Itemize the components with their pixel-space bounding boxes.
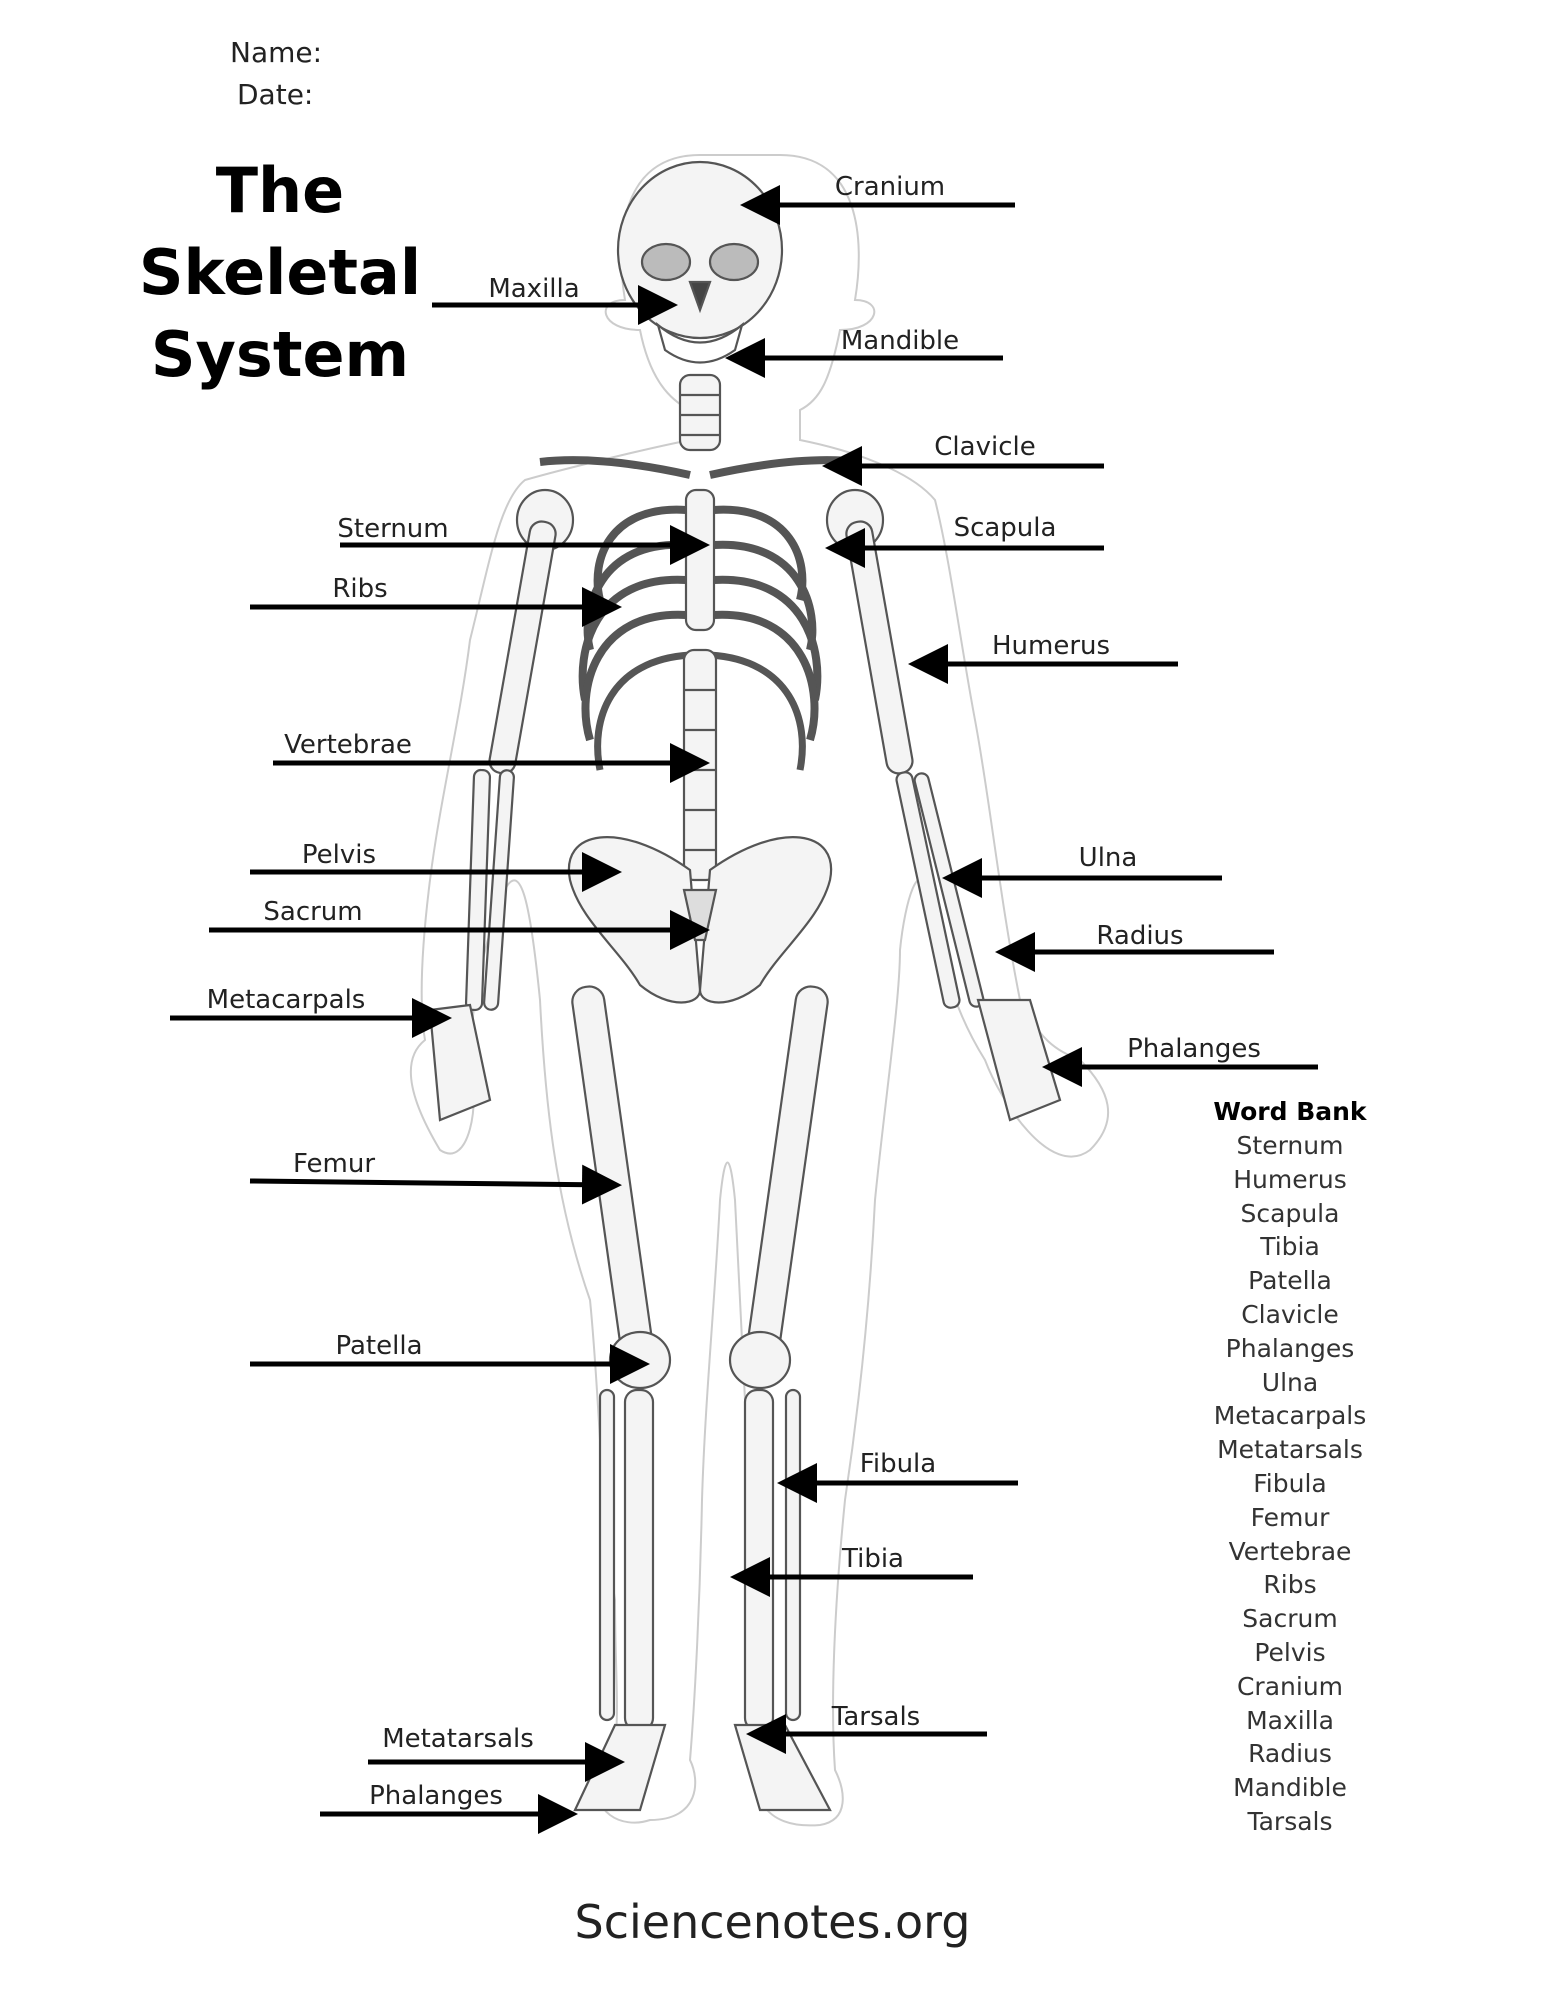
word-bank-item: Vertebrae [1228,1536,1352,1566]
word-bank-item: Maxilla [1246,1705,1334,1735]
word-bank-item: Patella [1248,1266,1332,1296]
label-maxilla: Maxilla [488,274,580,304]
label-radius: Radius [1096,921,1184,951]
label-cranium: Cranium [834,172,946,202]
label-scapula: Scapula [953,513,1057,543]
word-bank-item: Femur [1250,1502,1330,1532]
footer-site-name: Sciencenotes.org [574,1895,971,1949]
label-tarsals: Tarsals [831,1702,921,1732]
title-line-1: The [215,154,345,227]
label-tibia: Tibia [842,1544,904,1574]
word-bank-item: Sternum [1236,1131,1344,1160]
title-line-2: Skeletal [138,236,422,309]
word-bank-item: Metacarpals [1213,1401,1367,1431]
word-bank-item: Ribs [1263,1570,1317,1600]
label-pelvis: Pelvis [301,840,377,870]
label-phalanges-hand: Phalanges [1127,1034,1261,1064]
label-ribs: Ribs [332,574,388,604]
word-bank-item: Mandible [1233,1773,1347,1803]
word-bank-item: Pelvis [1254,1637,1326,1667]
word-bank-item: Tarsals [1247,1806,1333,1836]
label-fibula: Fibula [859,1449,937,1479]
word-bank-list [1200,1129,1380,1839]
word-bank-title: Word Bank [1213,1097,1367,1126]
label-phalanges-foot: Phalanges [369,1781,503,1811]
word-bank-item: Humerus [1233,1164,1347,1194]
arrow-femur [250,1181,612,1185]
label-vertebrae: Vertebrae [284,730,412,760]
label-femur: Femur [292,1149,376,1179]
word-bank-item: Scapula [1240,1198,1340,1228]
word-bank-item: Clavicle [1241,1299,1339,1329]
label-ulna: Ulna [1078,843,1138,873]
word-bank-item: Radius [1248,1739,1332,1769]
word-bank [1200,1095,1380,1839]
skeleton-bones [430,162,1060,1810]
word-bank-item: Cranium [1236,1671,1344,1701]
word-bank-item: Fibula [1253,1468,1327,1498]
label-sternum: Sternum [337,514,449,544]
label-patella: Patella [335,1331,423,1361]
name-label: Name: [230,36,323,69]
title-line-3: System [150,318,410,391]
date-label: Date: [237,78,314,111]
label-clavicle: Clavicle [934,432,1036,462]
word-bank-item: Ulna [1261,1367,1319,1397]
label-mandible: Mandible [840,326,960,356]
label-humerus: Humerus [991,631,1111,661]
word-bank-item: Metatarsals [1217,1435,1363,1465]
word-bank-item: Phalanges [1225,1333,1355,1363]
label-metatarsals: Metatarsals [382,1724,534,1754]
word-bank-item: Tibia [1260,1232,1320,1262]
word-bank-item: Sacrum [1242,1604,1338,1634]
label-metacarpals: Metacarpals [206,985,366,1015]
label-sacrum: Sacrum [263,897,363,927]
